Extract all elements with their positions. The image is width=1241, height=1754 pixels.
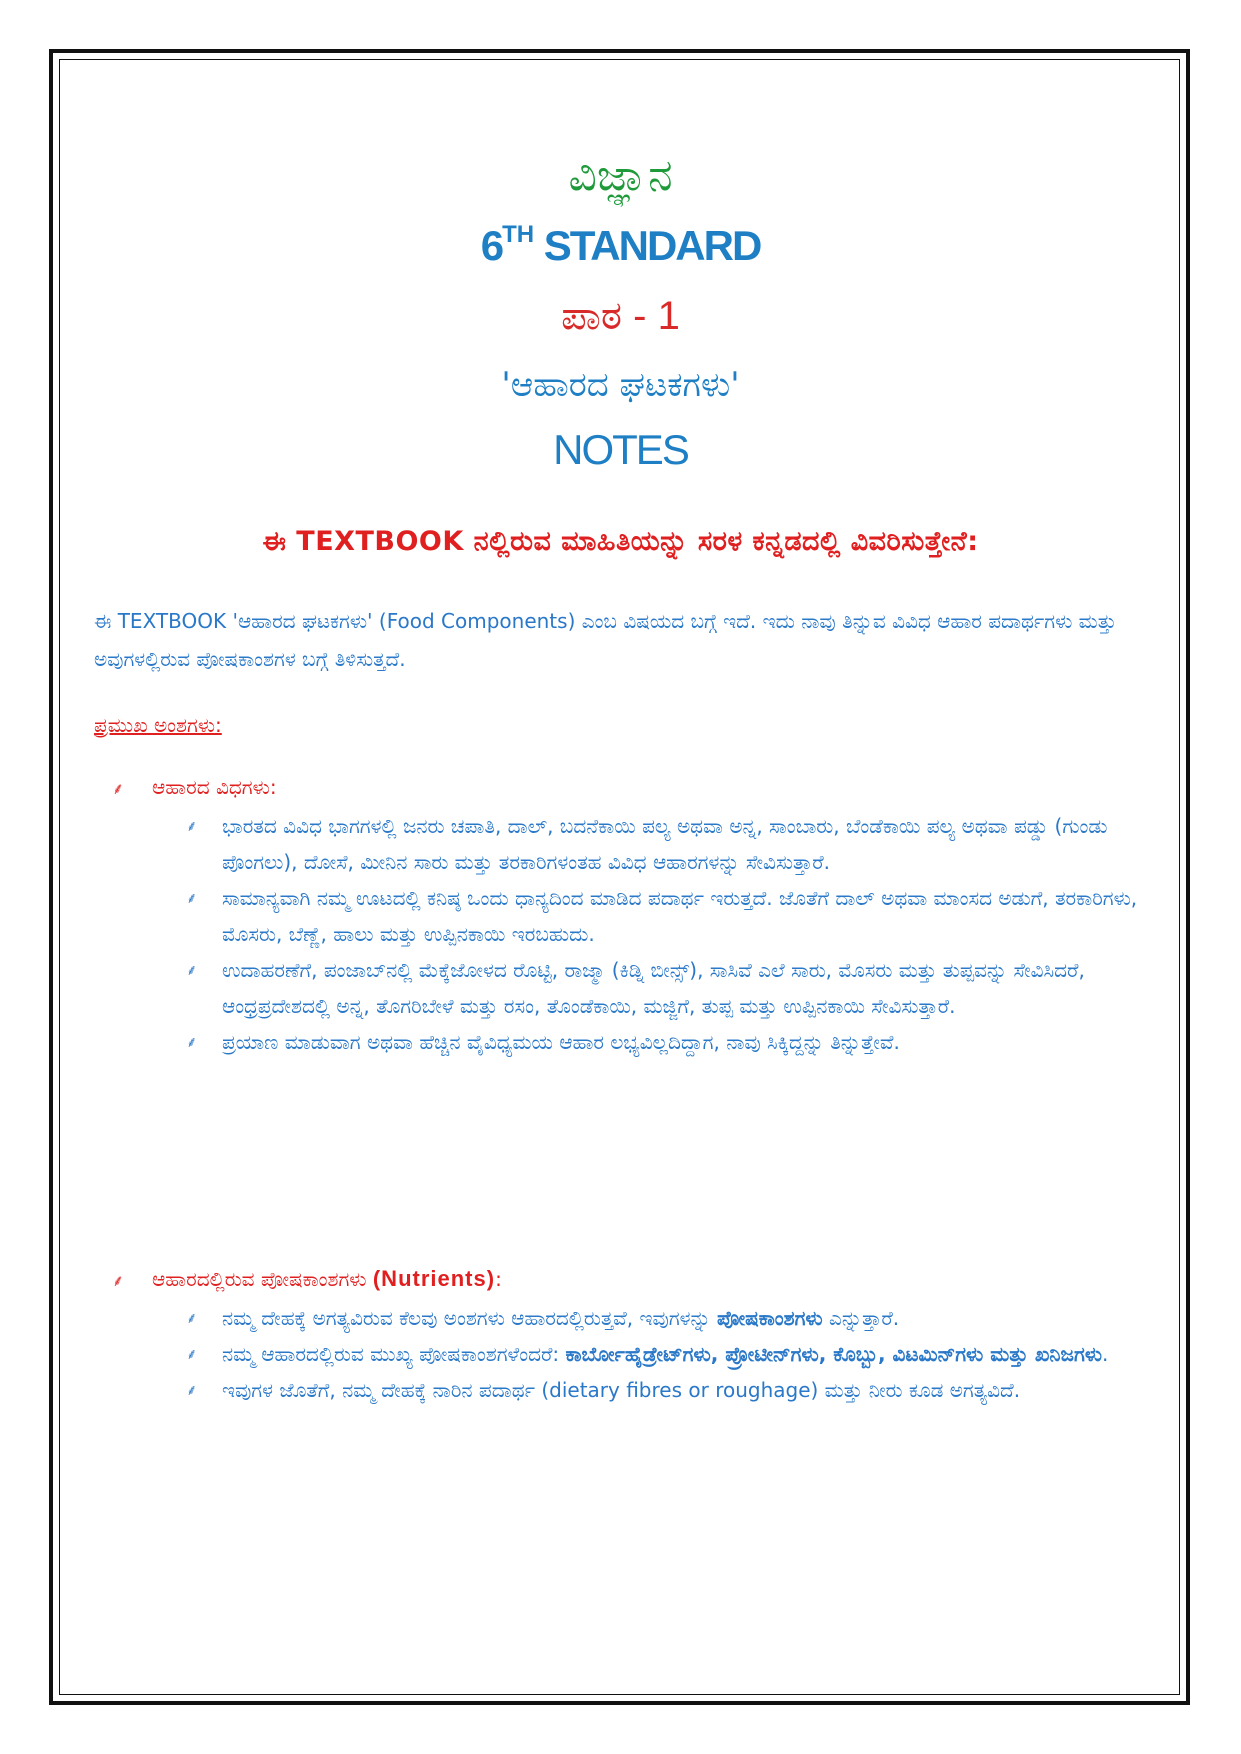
section-title-nutrients (112, 1262, 502, 1298)
bullet-icon: ⸙ (112, 779, 125, 798)
list-item-text: ಭಾರತದ ವಿವಿಧ ಭಾಗಗಳಲ್ಲಿ ಜನರು ಚಪಾತಿ, ದಾಲ್, ಬದನೆಕಾಯಿ ಪಲ್ಯ ಅಥವಾ ಅನ್ನ, ಸಾಂಬಾರು, ಬೆಂಡೆಕಾಯಿ ಪಲ್ಯ ಅಥವಾ ಪಡ್ಡು (ಗುಂಡು ಪೊಂಗಲು), ದೋಸೆ, ಮೀನಿನ ಸಾರು ಮತ್ತು ತರಕಾರಿಗಳಂತಹ ವಿವಿಧ ಆಹಾರಗಳನ್ನು ಸೇವಿಸುತ್ತಾರೆ. (222, 814, 1108, 874)
list-item-text: ಸಾಮಾನ್ಯವಾಗಿ ನಮ್ಮ ಊಟದಲ್ಲಿ ಕನಿಷ್ಠ ಒಂದು ಧಾನ್ಯದಿಂದ ಮಾಡಿದ ಪದಾರ್ಥ ಇರುತ್ತದೆ. ಜೊತೆಗೆ ದಾಲ್ ಅಥವಾ ಮಾಂಸದ ಅಡುಗೆ, ತರಕಾರಿಗಳು, ಮೊಸರು, ಬೆಣ್ಣೆ, ಹಾಲು ಮತ್ತು ಉಪ್ಪಿನಕಾಯಿ ಇರಬಹುದು. (222, 886, 1138, 946)
bullet-icon: ⸙ (186, 889, 198, 907)
standard-word: STANDARD (534, 222, 761, 269)
standard-number: 6 (480, 222, 503, 269)
bullet-icon: ⸙ (186, 817, 198, 835)
list-item (186, 808, 1146, 880)
bullet-icon: ⸙ (186, 1309, 198, 1327)
intro-heading: ಈ TEXTBOOK ನಲ್ಲಿರುವ ಮಾಹಿತಿಯನ್ನು ಸರಳ ಕನ್ನಡದಲ್ಲಿ ವಿವರಿಸುತ್ತೇನೆ: (262, 526, 979, 557)
list-item-text: ಪ್ರಯಾಣ ಮಾಡುವಾಗ ಅಥವಾ ಹೆಚ್ಚಿನ ವೈವಿಧ್ಯಮಯ ಆಹಾರ ಲಭ್ಯವಿಲ್ಲದಿದ್ದಾಗ, ನಾವು ಸಿಕ್ಕಿದ್ದನ್ನು ತಿನ್ನುತ್ತೇವೆ. (222, 1030, 900, 1054)
bullet-icon: ⸙ (186, 1033, 198, 1051)
key-points-title: ಪ್ರಮುಖ ಅಂಶಗಳು: (94, 713, 222, 737)
list-item-bold: ಪೋಷಕಾಂಶಗಳು (717, 1306, 823, 1330)
list-item (186, 1372, 1146, 1408)
chapter-title: 'ಆಹಾರದ ಘಟಕಗಳು' (501, 365, 740, 405)
standard-suffix: TH (502, 221, 535, 248)
list-item (186, 1336, 1146, 1372)
list-item-text-end: ಎನ್ನುತ್ತಾರೆ. (822, 1306, 900, 1330)
list-item (186, 1300, 1146, 1336)
bullet-icon: ⸙ (186, 1381, 198, 1399)
list-item (186, 1024, 1146, 1060)
standard-title (0, 218, 1241, 274)
list-item-text: ನಮ್ಮ ದೇಹಕ್ಕೆ ಅಗತ್ಯವಿರುವ ಕೆಲವು ಅಂಶಗಳು ಆಹಾರದಲ್ಲಿರುತ್ತವೆ, ಇವುಗಳನ್ನು (222, 1306, 718, 1330)
lesson-number: ಪಾಠ - 1 (561, 294, 680, 338)
bullet-icon: ⸙ (186, 1345, 198, 1363)
bullet-icon: ⸙ (112, 1271, 125, 1290)
notes-title: NOTES (553, 426, 688, 473)
subject-title: ವಿಜ್ಞಾನ (568, 150, 673, 201)
food-types-list (186, 808, 1146, 1060)
list-item (186, 952, 1146, 1024)
bullet-icon: ⸙ (186, 961, 198, 979)
section-title-food-types (112, 770, 277, 806)
intro-paragraph: ಈ TEXTBOOK 'ಆಹಾರದ ಘಟಕಗಳು' (Food Components) ಎಂಬ ವಿಷಯದ ಬಗ್ಗೆ ಇದೆ. ಇದು ನಾವು ತಿನ್ನುವ ವಿವಿಧ ಆಹಾರ ಪದಾರ್ಥಗಳು ಮತ್ತು ಅವುಗಳಲ್ಲಿರುವ ಪೋಷಕಾಂಶಗಳ ಬಗ್ಗೆ ತಿಳಿಸುತ್ತದೆ. (94, 609, 1117, 671)
list-item-text: ಉದಾಹರಣೆಗೆ, ಪಂಜಾಬ್‌ನಲ್ಲಿ ಮೆಕ್ಕೆಜೋಳದ ರೊಟ್ಟಿ, ರಾಜ್ಮಾ (ಕಿಡ್ನಿ ಬೀನ್ಸ್), ಸಾಸಿವೆ ಎಲೆ ಸಾರು, ಮೊಸರು ಮತ್ತು ತುಪ್ಪವನ್ನು ಸೇವಿಸಿದರೆ, ಆಂಧ್ರಪ್ರದೇಶದಲ್ಲಿ ಅನ್ನ, ತೊಗರಿಬೇಳೆ ಮತ್ತು ರಸಂ, ತೊಂಡೆಕಾಯಿ, ಮಜ್ಜಿಗೆ, ತುಪ್ಪ ಮತ್ತು ಉಪ್ಪಿನಕಾಯಿ ಸೇವಿಸುತ್ತಾರೆ. (222, 958, 1085, 1018)
section-title-text: ಆಹಾರದಲ್ಲಿರುವ ಪೋಷಕಾಂಶಗಳು (152, 1267, 367, 1291)
list-item-text-end: . (1102, 1342, 1109, 1366)
list-item-bold: ಕಾರ್ಬೋಹೈಡ್ರೇಟ್‌ಗಳು, ಪ್ರೋಟೀನ್‌ಗಳು, ಕೊಬ್ಬು, ವಿಟಮಿನ್‌ಗಳು ಮತ್ತು ಖನಿಜಗಳು (565, 1342, 1103, 1366)
list-item-text: ನಮ್ಮ ಆಹಾರದಲ್ಲಿರುವ ಮುಖ್ಯ ಪೋಷಕಾಂಶಗಳೆಂದರೆ: (222, 1342, 566, 1366)
section-title-text: ಆಹಾರದ ವಿಧಗಳು: (152, 775, 277, 799)
list-item (186, 880, 1146, 952)
section-title-latin: (Nutrients) (372, 1266, 496, 1291)
list-item-text: ಇವುಗಳ ಜೊತೆಗೆ, ನಮ್ಮ ದೇಹಕ್ಕೆ ನಾರಿನ ಪದಾರ್ಥ (dietary fibres or roughage) ಮತ್ತು ನೀರು ಕೂಡ ಅಗತ್ಯವಿದೆ. (222, 1378, 1021, 1402)
nutrients-list (186, 1300, 1146, 1408)
section-title-colon: : (495, 1267, 502, 1291)
